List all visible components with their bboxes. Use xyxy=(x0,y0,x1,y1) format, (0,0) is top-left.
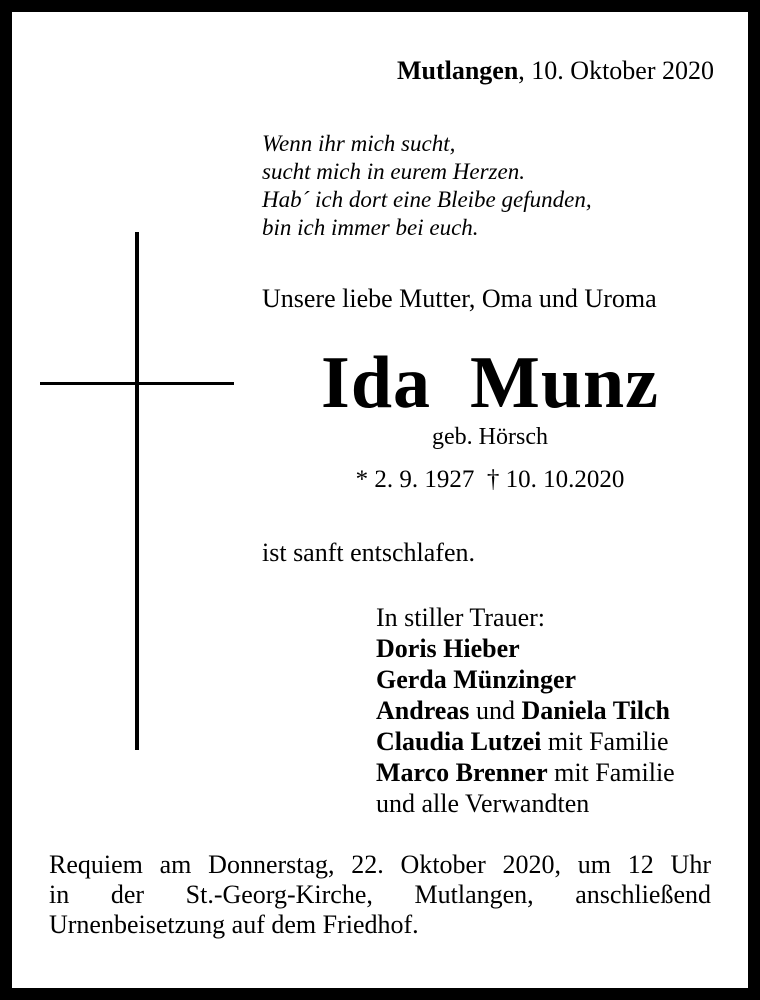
poem-line: Hab´ ich dort eine Bleibe gefunden, xyxy=(262,187,592,212)
mourner-suffix: mit Familie xyxy=(547,758,675,787)
mourner-line xyxy=(376,695,675,726)
mourner-line xyxy=(376,726,675,757)
mourners-heading: In stiller Trauer: xyxy=(376,603,545,632)
mourner-line xyxy=(376,664,675,695)
mourner-name: Doris Hieber xyxy=(376,634,520,663)
poem-line: sucht mich in eurem Herzen. xyxy=(262,159,525,184)
requiem-line: in der St.-Georg-Kirche, Mutlangen, anschließend xyxy=(49,880,711,909)
mourner-joiner: und xyxy=(469,696,522,725)
deceased-name: Ida Munz xyxy=(321,342,659,424)
dateline-place: Mutlangen xyxy=(396,56,519,85)
maiden-name: geb. Hörsch xyxy=(432,424,548,450)
life-dates: * 2. 9. 1927 † 10. 10.2020 xyxy=(355,466,625,493)
passed-text: ist sanft entschlafen. xyxy=(262,538,475,567)
mourners-list xyxy=(376,602,675,819)
mourner-suffix: mit Familie xyxy=(541,727,669,756)
mourner-name: Marco Brenner xyxy=(376,758,548,787)
mourner-name: Andreas xyxy=(376,696,470,725)
mourner-name: Gerda Münzinger xyxy=(376,665,577,694)
mourner-name: Claudia Lutzei xyxy=(376,727,542,756)
mourner-line xyxy=(376,633,675,664)
mourners-closing: und alle Verwandten xyxy=(376,789,590,818)
requiem-line: Urnenbeisetzung auf dem Friedhof. xyxy=(49,910,419,939)
requiem-info xyxy=(49,850,711,940)
cross-horizontal-bar xyxy=(40,382,234,385)
dateline-date: , 10. Oktober 2020 xyxy=(518,56,714,85)
requiem-line: Requiem am Donnerstag, 22. Oktober 2020, um 12 Uhr xyxy=(49,850,711,879)
poem xyxy=(262,130,592,242)
intro-text: Unsere liebe Mutter, Oma und Uroma xyxy=(262,284,657,313)
poem-line: bin ich immer bei euch. xyxy=(262,215,479,240)
mourner-name: Daniela Tilch xyxy=(521,696,671,725)
dateline xyxy=(397,56,714,86)
mourner-line xyxy=(376,757,675,788)
cross-vertical-bar xyxy=(135,232,139,750)
poem-line: Wenn ihr mich sucht, xyxy=(262,131,456,156)
